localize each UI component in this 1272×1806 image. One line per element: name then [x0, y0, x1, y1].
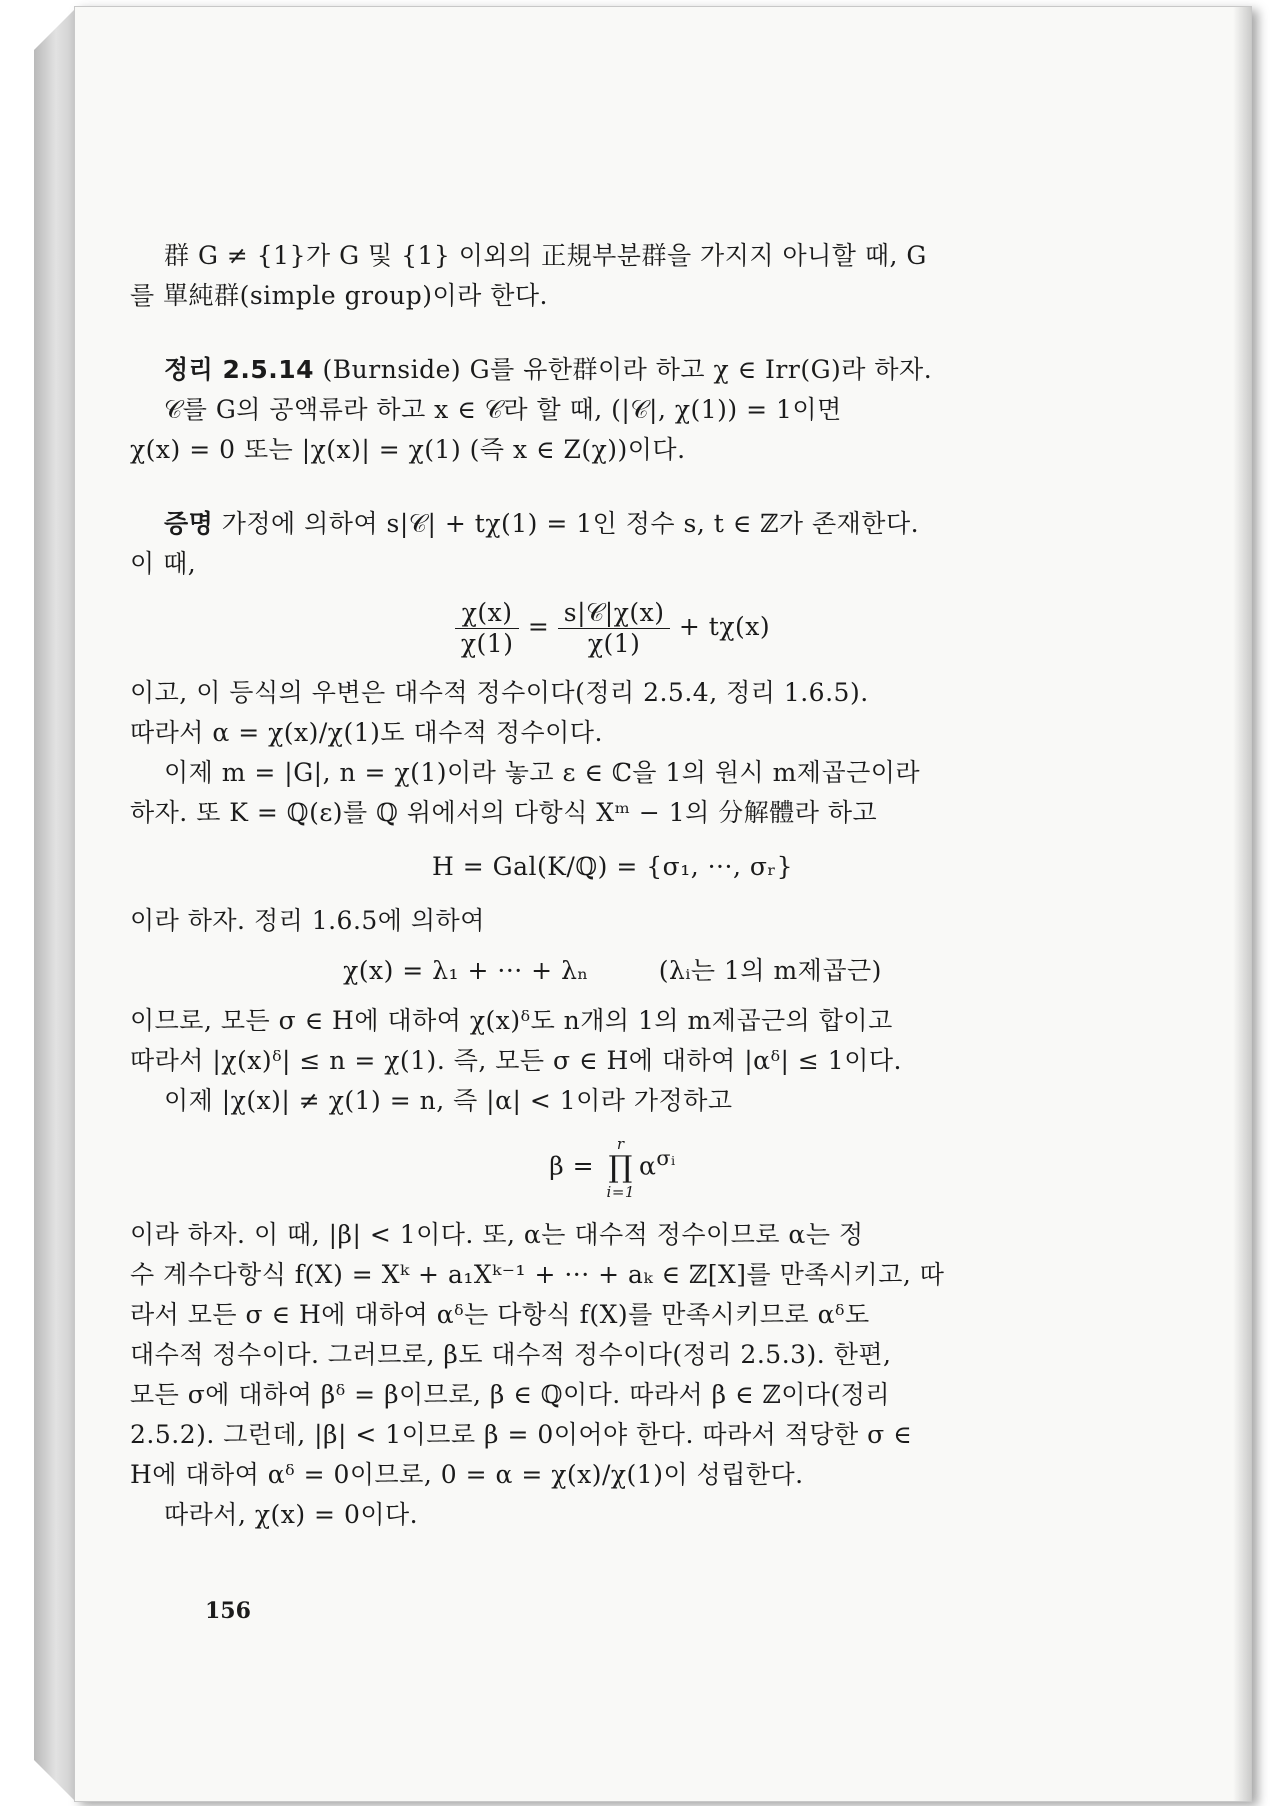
theorem-line-2: 𝒞를 G의 공액류라 하고 x ∈ 𝒞라 할 때, (|𝒞|, χ(1)) = 1이면 — [164, 395, 842, 424]
proof-line-4: 따라서 α = χ(x)/χ(1)도 대수적 정수이다. — [130, 718, 603, 747]
eq4-product — [607, 1135, 635, 1201]
proof-line-11: 이라 하자. 이 때, |β| < 1이다. 또, α는 대수적 정수이므로 α는 정 — [130, 1220, 864, 1249]
theorem-line-1 — [130, 350, 1095, 390]
proof-line-7: 이라 하자. 정리 1.6.5에 의하여 — [130, 906, 485, 935]
proof-label: 증명 — [164, 509, 214, 538]
eq4-upper-limit: r — [616, 1135, 625, 1153]
proof-line-1 — [130, 504, 1095, 544]
proof-line-18: 따라서, χ(x) = 0이다. — [164, 1500, 419, 1529]
equation-3 — [130, 951, 1095, 991]
proof-line-6: 하자. 또 K = ℚ(ε)를 ℚ 위에서의 다항식 Xᵐ − 1의 分解體라 하고 — [130, 798, 878, 827]
proof-line-9: 따라서 |χ(x)ᵟ| ≤ n = χ(1). 즉, 모든 σ ∈ H에 대하여 |αᵟ| ≤ 1이다. — [130, 1046, 902, 1075]
eq4-body: α — [638, 1151, 657, 1181]
eq4-product-symbol: ∏ — [608, 1150, 633, 1185]
eq1-tail: + tχ(x) — [670, 612, 771, 641]
eq4-lhs: β = — [549, 1151, 603, 1181]
proof-line-3: 이고, 이 등식의 우변은 대수적 정수이다(정리 2.5.4, 정리 1.6.5). — [130, 678, 869, 707]
eq1-rhs-numerator: s|𝒞|χ(x) — [558, 598, 671, 629]
eq1-lhs-denominator: χ(1) — [460, 629, 514, 658]
proof-line-14: 대수적 정수이다. 그러므로, β도 대수적 정수이다(정리 2.5.3). 한편, — [130, 1340, 892, 1369]
eq1-rhs-denominator: χ(1) — [587, 629, 641, 658]
theorem-line-1-text: (Burnside) G를 유한群이라 하고 χ ∈ Irr(G)라 하자. — [314, 355, 933, 384]
page-number: 156 — [205, 1598, 251, 1624]
proof-line-12: 수 계수다항식 f(X) = Xᵏ + a₁Xᵏ⁻¹ + ··· + aₖ ∈ ℤ[X]를 만족시키고, 따 — [130, 1260, 945, 1289]
eq1-lhs-numerator: χ(x) — [455, 598, 520, 629]
eq3-rhs: (λᵢ는 1의 m제곱근) — [658, 956, 882, 985]
proof-line-15: 모든 σ에 대하여 βᵟ = β이므로, β ∈ ℚ이다. 따라서 β ∈ ℤ이다(정리 — [130, 1380, 891, 1409]
proof-line-1-text: 가정에 의하여 s|𝒞| + tχ(1) = 1인 정수 s, t ∈ ℤ가 존재한다. — [213, 509, 920, 538]
eq1-equals: = — [519, 612, 558, 641]
eq1-lhs-fraction — [455, 598, 520, 659]
page-content — [130, 236, 1095, 1535]
proof-line-2: 이 때, — [130, 549, 197, 578]
page-edge-shadow — [1233, 7, 1251, 1801]
definition-line-2: 를 單純群(simple group)이라 한다. — [130, 281, 548, 310]
eq1-rhs-fraction — [558, 598, 671, 659]
proof-line-13: 라서 모든 σ ∈ H에 대하여 αᵟ는 다항식 f(X)를 만족시키므로 αᵟ도 — [130, 1300, 870, 1329]
eq4-lower-limit: i=1 — [606, 1183, 635, 1201]
proof-line-17: H에 대하여 αᵟ = 0이므로, 0 = α = χ(x)/χ(1)이 성립한다. — [130, 1460, 804, 1489]
definition-line-1: 群 G ≠ {1}가 G 및 {1} 이외의 正規부분群을 가지지 아니할 때, G — [164, 241, 927, 270]
theorem-line-3: χ(x) = 0 또는 |χ(x)| = χ(1) (즉 x ∈ Z(χ))이다. — [130, 435, 686, 464]
proof-line-16: 2.5.2). 그런데, |β| < 1이므로 β = 0이어야 한다. 따라서 적당한 σ ∈ — [130, 1420, 913, 1449]
equation-1 — [130, 598, 1095, 659]
theorem-label: 정리 2.5.14 — [164, 355, 315, 384]
book-spine — [34, 10, 74, 1800]
equation-4 — [130, 1135, 1095, 1201]
proof-line-8: 이므로, 모든 σ ∈ H에 대하여 χ(x)ᵟ도 n개의 1의 m제곱근의 합이고 — [130, 1006, 893, 1035]
proof-line-5: 이제 m = |G|, n = χ(1)이라 놓고 ε ∈ ℂ을 1의 원시 m제곱근이라 — [164, 758, 921, 787]
eq3-lhs: χ(x) = λ₁ + ··· + λₙ — [343, 956, 589, 985]
eq4-exponent: σᵢ — [656, 1146, 676, 1171]
equation-2: H = Gal(K/ℚ) = {σ₁, ···, σᵣ} — [431, 852, 793, 881]
proof-line-10: 이제 |χ(x)| ≠ χ(1) = n, 즉 |α| < 1이라 가정하고 — [164, 1086, 733, 1115]
